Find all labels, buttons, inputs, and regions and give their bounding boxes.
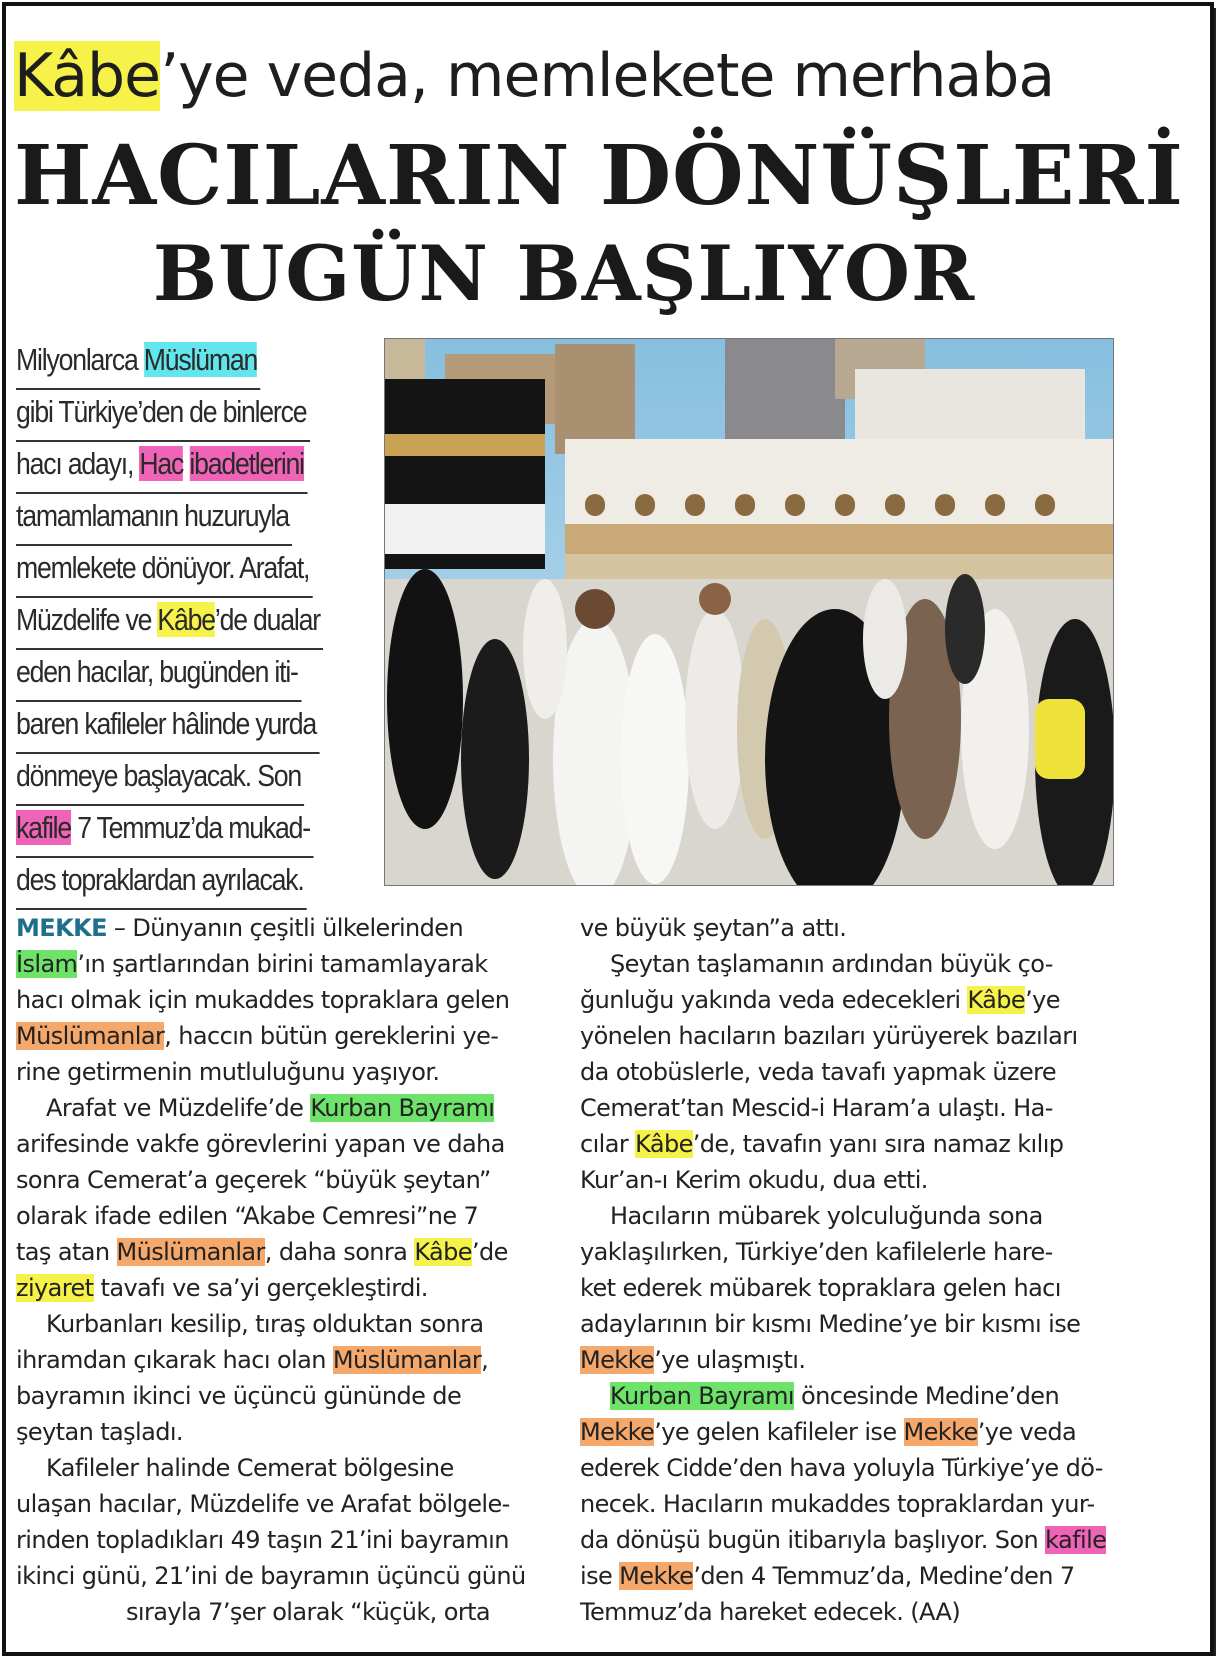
body-line: Müslümanlar, haccın bütün gereklerini ye- <box>16 1022 499 1050</box>
dateline: MEKKE <box>16 914 107 942</box>
body-line: arifesinde vakfe görevlerini yapan ve daha <box>16 1130 505 1158</box>
body-line: necek. Hacıların mukaddes topraklardan yur- <box>580 1490 1095 1518</box>
body-line: ve büyük şeytan”a attı. <box>580 914 847 942</box>
body-line: ise Mekke’den 4 Temmuz’da, Medine’den 7 <box>580 1562 1075 1590</box>
lead-line: memlekete dönüyor. Arafat, <box>16 546 313 598</box>
kicker <box>14 40 1114 112</box>
body-line: ihramdan çıkarak hacı olan Müslümanlar, <box>16 1346 489 1374</box>
body-column-1 <box>16 910 546 1630</box>
body-line: Hacıların mübarek yolculuğunda sona <box>610 1202 1043 1230</box>
body-line: ziyaret tavafı ve sa’yi gerçekleştirdi. <box>16 1274 428 1302</box>
lead-line: gibi Türkiye’den de binlerce <box>16 390 310 442</box>
body-line: İslam’ın şartlarından birini tamamlayarak <box>16 950 488 978</box>
body-line: ikinci günü, 21’ini de bayramın üçüncü günü <box>16 1562 526 1590</box>
body-line: yaklaşılırken, Türkiye’den kafilelerle hare- <box>580 1238 1053 1266</box>
kicker-highlight: Kâbe <box>14 41 161 111</box>
body-line: rine getirmenin mutluluğunu yaşıyor. <box>16 1058 440 1086</box>
lead-line: Müzdelife ve Kâbe’de dualar <box>16 598 323 650</box>
body-line: da otobüslerle, veda tavafı yapmak üzere <box>580 1058 1057 1086</box>
body-line: Kurbanları kesilip, tıraş olduktan sonra <box>46 1310 484 1338</box>
lead-line: des topraklardan ayrılacak. <box>16 858 307 910</box>
body-line: ket ederek mübarek topraklara gelen hacı <box>580 1274 1061 1302</box>
lead-line: kafile 7 Temmuz’da mukad- <box>16 806 313 858</box>
body-line: hacı olmak için mukaddes topraklara gelen <box>16 986 510 1014</box>
body-line: sonra Cemerat’a geçerek “büyük şeytan” <box>16 1166 491 1194</box>
lead-line: baren kafileler hâlinde yurda <box>16 702 319 754</box>
lead-line: tamamlamanın huzuruyla <box>16 494 292 546</box>
body-line: Kur’an-ı Kerim okudu, dua etti. <box>580 1166 928 1194</box>
body-line: yönelen hacıların bazıları yürüyerek bazıları <box>580 1022 1078 1050</box>
headline-line-2: BUGÜN BAŞLIYOR <box>152 229 976 318</box>
headline-line-1: HACILARIN DÖNÜŞLERİ <box>14 128 1184 224</box>
body-line: Arafat ve Müzdelife’de Kurban Bayramı <box>46 1094 495 1122</box>
body-line: MEKKE – Dünyanın çeşitli ülkelerinden <box>16 914 464 942</box>
body-line: olarak ifade edilen “Akabe Cemresi”ne 7 <box>16 1202 479 1230</box>
body-line: ederek Cidde’den hava yoluyla Türkiye’ye dö- <box>580 1454 1103 1482</box>
body-column-2 <box>580 910 1110 1630</box>
body-line: şeytan taşladı. <box>16 1418 183 1446</box>
photo-illustration <box>385 339 1113 885</box>
body-line: da dönüşü bugün itibarıyla başlıyor. Son kafile <box>580 1526 1107 1554</box>
body-line: taş atan Müslümanlar, daha sonra Kâbe’de <box>16 1238 508 1266</box>
body-line: Kafileler halinde Cemerat bölgesine <box>46 1454 454 1482</box>
body-line: Şeytan taşlamanın ardından büyük ço- <box>610 950 1053 978</box>
body-line: Cemerat’tan Mescid-i Haram’a ulaştı. Ha- <box>580 1094 1053 1122</box>
body-line: Mekke’ye gelen kafileler ise Mekke’ye veda <box>580 1418 1077 1446</box>
body-line: rinden topladıkları 49 taşın 21’ini bayramın <box>16 1526 509 1554</box>
body-line: ulaşan hacılar, Müzdelife ve Arafat bölgele- <box>16 1490 510 1518</box>
lead-line: Milyonlarca Müslüman <box>16 338 261 390</box>
kaaba-pilgrims-photo <box>384 338 1114 886</box>
body-line: bayramın ikinci ve üçüncü gününde de <box>16 1382 462 1410</box>
lead-line: eden hacılar, bugünden iti- <box>16 650 301 702</box>
kicker-text: ’ye veda, memlekete merhaba <box>160 41 1055 111</box>
lead-paragraph <box>16 338 370 910</box>
body-line: Temmuz’da hareket edecek. (AA) <box>580 1598 961 1626</box>
body-line: sırayla 7’şer olarak “küçük, orta <box>126 1598 491 1626</box>
body-line: Kurban Bayramı öncesinde Medine’den <box>610 1382 1060 1410</box>
body-line: cılar Kâbe’de, tavafın yanı sıra namaz kılıp <box>580 1130 1064 1158</box>
lead-line: dönmeye başlayacak. Son <box>16 754 304 806</box>
body-line: ğunluğu yakında veda edecekleri Kâbe’ye <box>580 986 1060 1014</box>
body-line: adaylarının bir kısmı Medine’ye bir kısmı ise <box>580 1310 1081 1338</box>
lead-line: hacı adayı, Hac ibadetlerini <box>16 442 307 494</box>
body-line: Mekke’ye ulaşmıştı. <box>580 1346 806 1374</box>
